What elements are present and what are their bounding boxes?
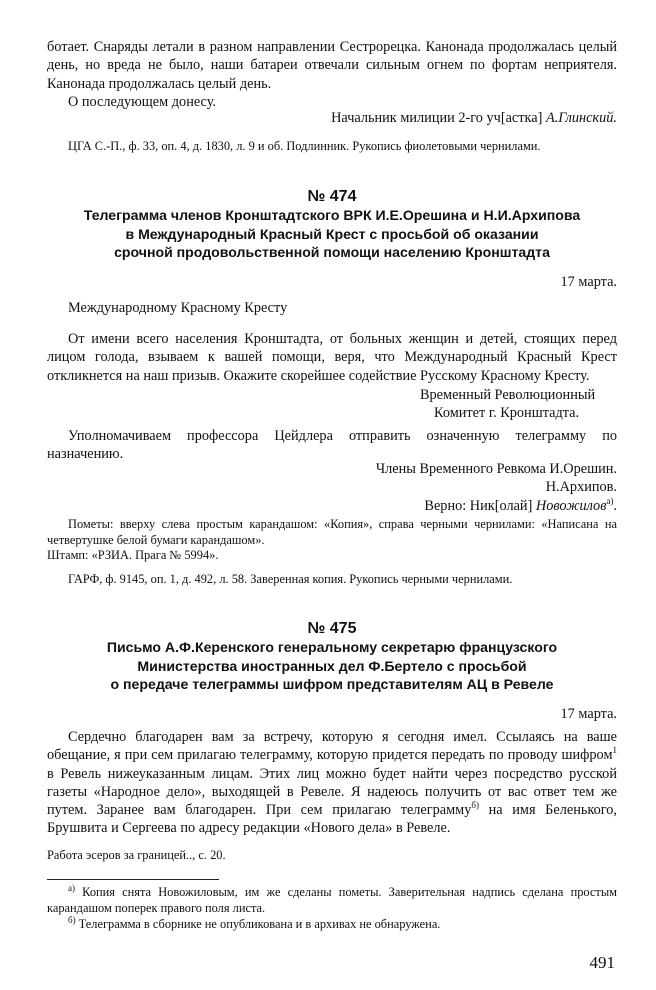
footnote-a: $^{а)}$ Копия снята Новожиловым, им же сделаны пометы. Заверительная надпись сделана простым карандашом поперек правого поля листа. xyxy=(47,882,617,915)
doc-474-authorization: Уполномачиваем профессора Цейдлера отправить означенную телеграмму по назначению. xyxy=(47,428,617,463)
doc-474-verno: Верно: Ник[олай] Новожилов$^{а)}$. xyxy=(424,495,617,514)
doc-474-addressee: Международному Красному Кресту xyxy=(68,300,288,316)
doc-475-source: Работа эсеров за границей.., с. 20. xyxy=(47,848,226,862)
doc-474-archive: ГАРФ, ф. 9145, оп. 1, д. 492, л. 58. Заверенная копия. Рукопись черными чернилами. xyxy=(68,572,513,586)
report-line: О последующем донесу. xyxy=(68,94,216,110)
doc-474-signatures: Члены Временного Ревкома И.Орешин. Н.Архипов. Верно: Ник[олай] Новожилов$^{а)}$. xyxy=(47,460,617,515)
doc-475-title: Письмо А.Ф.Керенского генеральному секретарю французского Министерства иностранных дел Ф.Бертело с просьбой о передаче телеграммы шифром представителям АЦ в Ревеле xyxy=(106,639,558,692)
archive-reference: ЦГА С.-П., ф. 33, оп. 4, д. 1830, л. 9 и об. Подлинник. Рукопись фиолетовыми чернилами. xyxy=(68,139,541,153)
page-number: 491 xyxy=(589,953,615,972)
doc-474-date: 17 марта. xyxy=(560,274,617,290)
continuation-text: ботает. Снаряды летали в разном направлении Сестрорецка. Канонада продолжалась целый день, но вреда не было, наши батареи отвечали сильным огнем по фортам неприятеля. Канонада продолжалась целый день. xyxy=(47,39,617,92)
doc-474-number: № 474 xyxy=(307,188,357,205)
continuation-paragraph xyxy=(47,38,617,93)
doc-474-notes: Пометы: вверху слева простым карандашом: «Копия», справа черными чернилами: «Написана на четвертушке белой бумаги карандашом». Штамп: «РЗИА. Прага № 5994». xyxy=(47,517,617,563)
footnote-divider xyxy=(47,879,219,880)
signature-glinsky: Начальник милиции 2-го уч[астка] А.Глинский. xyxy=(331,110,617,126)
doc-475-number: № 475 xyxy=(307,620,357,637)
doc-474-title: Телеграмма членов Кронштадтского ВРК И.Е.Орешина и Н.И.Архипова в Международный Красный Крест с просьбой об оказании срочной продовольственной помощи населению Кронштадта xyxy=(83,207,581,260)
doc-475-date: 17 марта. xyxy=(560,706,617,722)
doc-474-body: От имени всего населения Кронштадта, от больных женщин и детей, стоящих перед лицом голода, взываем к вашей помощи, веря, что Международный Красный Крест откликнется на наш призыв. Окажите скорейшее содействие Русскому Красному Кресту. xyxy=(47,331,617,384)
doc-475-body: Сердечно благодарен вам за встречу, которую я сегодня имел. Ссылаясь на ваше обещание, я при сем прилагаю телеграмму, которую придется передать по проводу шифром$^1$ в Ревель нижеуказанным лицам. Этих лиц можно будет найти через посредство русской газеты «Народное дело», выходящей в Ревеле. Я надеюсь получить от вас ответ тем же путем. Заранее вам благодарен. При сем прилагаю телеграмму$^{б)}$ на имя Беленького, Брушвита и Сергеева по адресу редакции «Нового дела» в Ревеле. xyxy=(47,729,617,837)
doc-474-committee: Временный Революционный Комитет г. Кронштадта. xyxy=(420,387,596,422)
footnote-b: $^{б)}$ Телеграмма в сборнике не опубликована и в архивах не обнаружена. xyxy=(68,914,441,931)
